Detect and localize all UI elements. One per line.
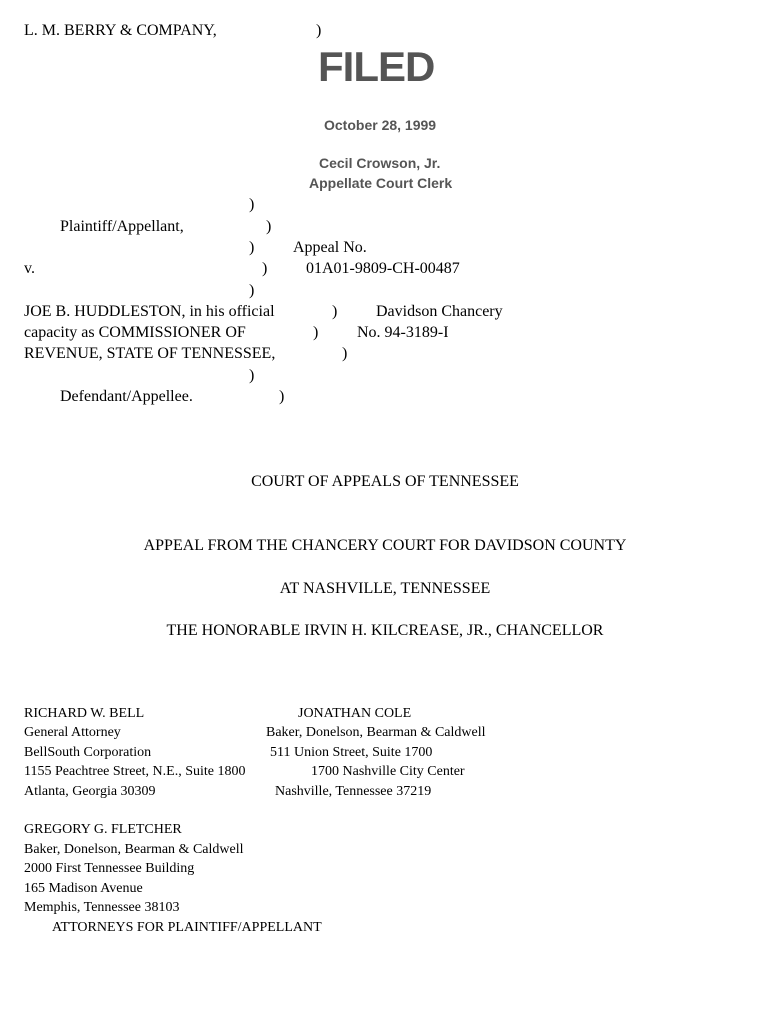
filed-date: October 28, 1999 — [324, 117, 437, 133]
court-location: AT NASHVILLE, TENNESSEE — [279, 580, 491, 597]
chancery-number: No. 94-3189-I — [357, 324, 449, 341]
attorney-role: ATTORNEYS FOR PLAINTIFF/APPELLANT — [52, 920, 322, 935]
attorney-name: JONATHAN COLE — [298, 706, 412, 721]
clerk-title: Appellate Court Clerk — [309, 175, 453, 191]
caption-paren: ) — [266, 218, 272, 235]
defendant-name: JOE B. HUDDLESTON, in his official — [24, 303, 275, 320]
caption-paren: ) — [249, 367, 255, 384]
caption-paren: ) — [279, 388, 285, 405]
attorney-firm: Baker, Donelson, Bearman & Caldwell — [266, 725, 486, 740]
attorney-address: 511 Union Street, Suite 1700 — [270, 745, 433, 760]
attorney-city: Nashville, Tennessee 37219 — [275, 784, 432, 799]
attorney-building: 1700 Nashville City Center — [311, 764, 465, 779]
plaintiff-name: L. M. BERRY & COMPANY, — [24, 22, 217, 39]
appeal-label: Appeal No. — [293, 239, 367, 256]
attorney-building: 2000 First Tennessee Building — [24, 861, 195, 876]
defendant-role: Defendant/Appellee. — [60, 388, 193, 405]
chancery-label: Davidson Chancery — [376, 303, 503, 320]
caption-paren: ) — [249, 196, 255, 213]
judge-name: THE HONORABLE IRVIN H. KILCREASE, JR., CHANCELLOR — [166, 622, 604, 639]
attorney-firm: BellSouth Corporation — [24, 745, 152, 760]
attorney-name: RICHARD W. BELL — [24, 706, 145, 721]
appeal-number: 01A01-9809-CH-00487 — [306, 260, 460, 277]
caption-paren: ) — [249, 282, 255, 299]
defendant-agency: REVENUE, STATE OF TENNESSEE, — [24, 345, 276, 362]
filed-stamp: FILED — [318, 43, 435, 90]
caption-paren: ) — [262, 260, 268, 277]
caption-paren: ) — [342, 345, 348, 362]
attorney-city: Memphis, Tennessee 38103 — [24, 900, 180, 915]
court-name: COURT OF APPEALS OF TENNESSEE — [251, 473, 519, 490]
attorney-name: GREGORY G. FLETCHER — [24, 822, 182, 837]
caption-paren: ) — [313, 324, 319, 341]
attorney-address: 165 Madison Avenue — [24, 881, 143, 896]
caption-paren: ) — [332, 303, 338, 320]
attorney-firm: Baker, Donelson, Bearman & Caldwell — [24, 842, 244, 857]
clerk-name: Cecil Crowson, Jr. — [319, 155, 441, 171]
caption-paren: ) — [316, 22, 322, 39]
attorney-title: General Attorney — [24, 725, 121, 740]
defendant-capacity: capacity as COMMISSIONER OF — [24, 324, 246, 341]
caption-paren: ) — [249, 239, 255, 256]
plaintiff-role: Plaintiff/Appellant, — [60, 218, 184, 235]
versus: v. — [24, 260, 35, 277]
appeal-from: APPEAL FROM THE CHANCERY COURT FOR DAVIDSON COUNTY — [143, 537, 627, 554]
attorney-city: Atlanta, Georgia 30309 — [24, 784, 156, 799]
attorney-address: 1155 Peachtree Street, N.E., Suite 1800 — [24, 764, 246, 779]
